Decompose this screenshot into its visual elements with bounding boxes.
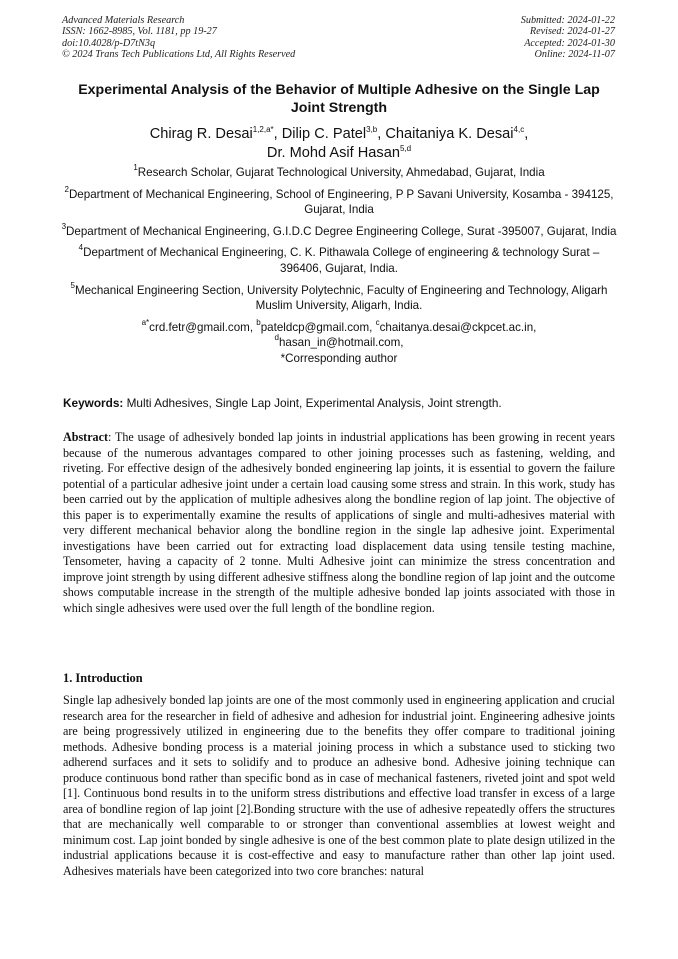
corresponding-author-note: *Corresponding author xyxy=(280,351,398,365)
abstract-text: : The usage of adhesively bonded lap joints in industrial applications has been growing in recent years because of the numerous advantages compared to other joining processes such as fastening, welding, and riveting. For effective design of the adhesively bonded engineering lap joints, it is essential to govern the failure potential of a particular adhesive joint under a certain load causing some stress and strain. In this work, study has been carried out by the application of multiple adhesives along the bondline region of lap joint. The objective of this paper is to experimentally examine the results of applications of single and multi-adhesives material with very different mechanical behavior along the bondline region in the single lap adhesive joint. Experimental investigations have been carried out for extracting load displacement data using tensile testing machine, Tensometer, having a capacity of 2 tonne. Multi Adhesive joint can minimize the stress concentration and improve joint strength by using different adhesive stiffness along the bondline region of lap joint and the outcome shows computable increase in the strength of the multiple adhesive bonded lap joints associated with those in which single adhesives were used over the full length of the bondline region. xyxy=(63,430,615,616)
keywords xyxy=(63,396,615,411)
journal-issn: ISSN: 1662-8985, Vol. 1181, pp 19-27 xyxy=(62,26,217,38)
author: Chaitaniya K. Desai$^{4,c}$, xyxy=(385,125,529,142)
affiliation: $^2$Department of Mechanical Engineering, School of Engineering, P P Savani University, Kosamba - 394125, Gujarat, India xyxy=(64,184,614,217)
journal-doi: doi:10.4028/p-D7tN3q xyxy=(62,37,156,49)
keywords-text: Multi Adhesives, Single Lap Joint, Experimental Analysis, Joint strength. xyxy=(123,396,502,410)
email-link[interactable]: pateldcp@gmail.com, xyxy=(260,320,376,334)
date-revised: Revised: 2024-01-27 xyxy=(529,26,615,38)
introduction-text: Single lap adhesively bonded lap joints are one of the most commonly used in engineering application and crucial research area for the researcher in field of adhesive and adhesion for industrial joint. Engineering adhesive joints are being progressively utilized in engineering due to the benefits they offer compare to traditional joining methods. Adhesive bonding process is a material joining process in which a substance used to sticking two adherend surfaces and it sets to solidify and to produce an adhesive bond. Adhesive joining technique can produce continuous bond rather than specific bond as in case of mechanical fasteners, riveted joint and spot weld [1]. Continuous bond results in to the uniform stress distributions and effective load transfer in excess of a large area of bondline region of lap joint [2].Bonding structure with the use of adhesive repeatedly offers the structures that are mechanically well comparable to or stronger than conventional assemblies at lowest weight and minimum cost. Lap joint bonded by single adhesive is one of the best common plate to plate design utilized in the industrial applications because it is cost-effective and easy to manufacture rather than other lap joint used. Adhesives materials have been categorized into two core branches: natural xyxy=(63,693,615,879)
journal-copyright: © 2024 Trans Tech Publications Ltd, All Rights Reserved xyxy=(62,49,296,61)
author-list xyxy=(60,125,618,163)
author: Dr. Mohd Asif Hasan$^{5,d}$ xyxy=(266,144,412,161)
affiliation: $^1$Research Scholar, Gujarat Technological University, Ahmedabad, Gujarat, India xyxy=(133,163,545,179)
author-emails: $^{a*}$crd.fetr@gmail.com, $^b$pateldcp@gmail.com, $^c$chaitanya.desai@ckpcet.ac.in, $^d$hasan_in@hotmail.com, *Corresponding author xyxy=(141,317,537,365)
affiliation: $^5$Mechanical Engineering Section, University Polytechnic, Faculty of Engineering and Technology, Aligarh Muslim University, Aligarh, India. xyxy=(70,280,608,313)
abstract-label: Abstract xyxy=(63,430,109,444)
journal-name: Advanced Materials Research xyxy=(62,15,185,26)
date-submitted: Submitted: 2024-01-22 xyxy=(520,15,615,26)
paper-title: Experimental Analysis of the Behavior of Multiple Adhesive on the Single Lap Joint Strength xyxy=(78,82,600,116)
email-link[interactable]: hasan_in@hotmail.com, xyxy=(278,336,404,350)
section-heading: 1. Introduction xyxy=(63,671,143,685)
email-link[interactable]: crd.fetr@gmail.com, xyxy=(149,320,257,334)
date-online: Online: 2024-11-07 xyxy=(534,49,615,61)
affiliation: $^3$Department of Mechanical Engineering, G.I.D.C Degree Engineering College, Surat -395007, Gujarat, India xyxy=(61,221,617,238)
keywords-label: Keywords: xyxy=(63,396,124,410)
author: Chirag R. Desai$^{1,2,a*}$, xyxy=(149,125,282,142)
affiliation: $^4$Department of Mechanical Engineering, C. K. Pithawala College of engineering & technology Surat – 396406, Gujarat, India. xyxy=(78,243,600,275)
abstract xyxy=(63,430,615,617)
author: Dilip C. Patel$^{3,b}$, xyxy=(281,125,386,142)
affiliations xyxy=(60,165,618,367)
date-accepted: Accepted: 2024-01-30 xyxy=(524,37,615,49)
email-link[interactable]: chaitanya.desai@ckpcet.ac.in, xyxy=(379,320,537,334)
publication-dates xyxy=(521,15,615,61)
journal-info xyxy=(62,15,295,61)
